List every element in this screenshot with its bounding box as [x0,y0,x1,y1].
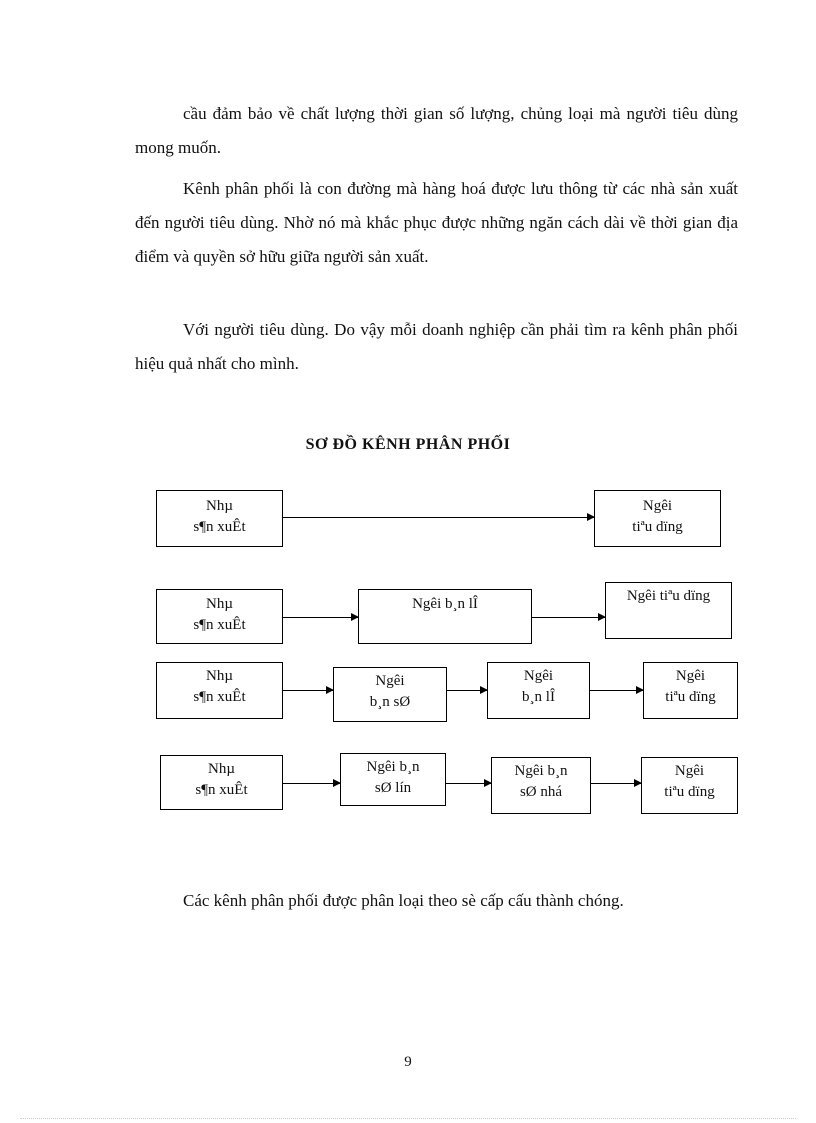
arrow-row3-1 [283,690,333,691]
box-line: b¸n lÎ [522,689,555,705]
arrow-row3-3 [590,690,643,691]
arrow-row2-1 [283,617,358,618]
box-line: b¸n sØ [369,694,411,710]
box-wholesaler-row3 [333,667,447,722]
box-line: Nhµ [206,668,233,684]
box-producer-row3 [156,662,283,719]
box-line: Ngêi b¸n lÎ [412,596,478,612]
box-small-wholesaler-row4 [491,757,591,814]
arrow-row4-2 [446,783,491,784]
box-line: s¶n xuÊt [193,689,246,705]
paragraph-1: cầu đảm bảo về chất lượng thời gian số lượng, chủng loại mà người tiêu dùng mong muốn. [135,104,738,157]
box-line: Ngêi [642,498,673,514]
box-line: tiªu dïng [664,784,715,800]
box-line: s¶n xuÊt [193,617,246,633]
page-bottom-border [20,1118,796,1119]
arrow-row4-3 [591,783,641,784]
box-consumer-row3 [643,662,738,719]
box-line: Ngêi [375,673,405,689]
box-line: Nhµ [206,498,233,514]
arrow-row1 [283,517,594,518]
box-line: s¶n xuÊt [195,782,248,798]
box-line: sØ nhá [519,784,563,800]
page-number: 9 [404,1054,412,1070]
box-retailer-row3 [487,662,590,719]
box-line: sØ lín [374,780,412,796]
arrow-row4-1 [283,783,340,784]
box-line: Nhµ [206,596,233,612]
arrow-row2-2 [532,617,605,618]
box-line: s¶n xuÊt [193,519,246,535]
box-producer-row4 [160,755,283,810]
diagram-title: SƠ ĐỒ KÊNH PHÂN PHỐI [305,436,511,453]
box-large-wholesaler-row4 [340,753,446,806]
box-consumer-row2 [605,582,732,639]
closing-paragraph: Các kênh phân phối được phân loại theo sè cấp cấu thành chóng. [183,891,624,910]
box-producer-row2 [156,589,283,644]
box-line: Ngêi b¸n [366,759,420,775]
box-line: Ngêi [674,763,705,779]
box-line: Ngêi [675,668,706,684]
box-consumer-row4 [641,757,738,814]
paragraph-3: Với người tiêu dùng. Do vậy mỗi doanh nghiệp cần phải tìm ra kênh phân phối hiệu quả nhất cho mình. [135,320,738,373]
box-line: Ngêi b¸n [514,763,568,779]
box-consumer-row1 [594,490,721,547]
box-line: tiªu dïng [632,519,683,535]
box-line: Ngêi tiªu dïng [626,588,711,604]
box-line: Ngêi [523,668,554,684]
box-producer-row1 [156,490,283,547]
box-line: Nhµ [208,761,235,777]
box-line: tiªu dïng [665,689,716,705]
paragraph-2: Kênh phân phối là con đường mà hàng hoá được lưu thông từ các nhà sản xuất đến người tiêu dùng. Nhờ nó mà khắc phục được những ngăn cách dài về thời gian địa điểm và quyền sở hữu giữa người sản xuất. [135,179,738,266]
box-retailer-row2 [358,589,532,644]
arrow-row3-2 [447,690,487,691]
